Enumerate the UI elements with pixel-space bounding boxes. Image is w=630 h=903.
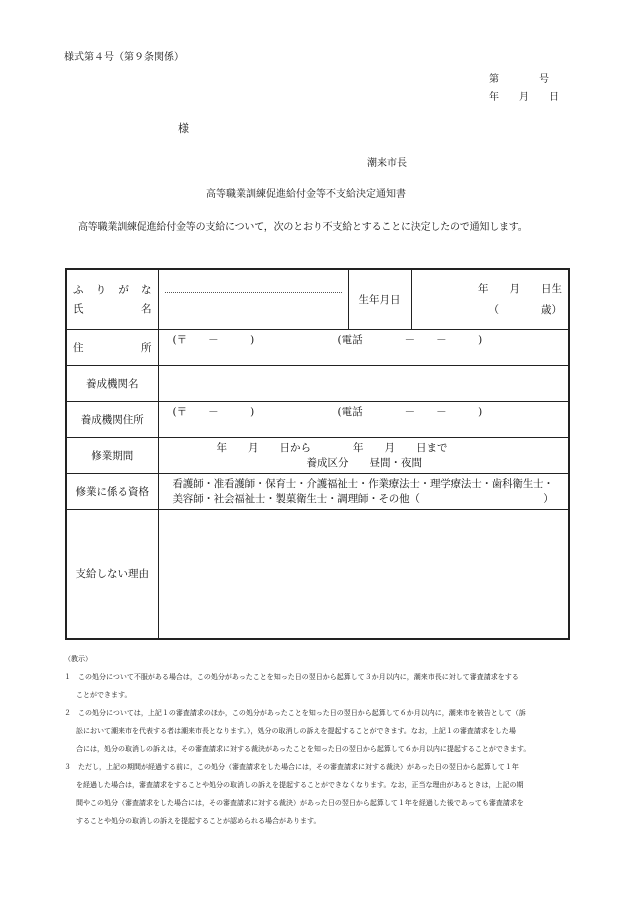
course-type-value: 養成区分 昼間・夜間 (306, 457, 422, 469)
address-phone: (電話 － － ) (337, 333, 483, 346)
document-title: 高等職業訓練促進給付金等不支給決定通知書 (206, 189, 406, 200)
note-line: 合には，処分の取消しの訴えは，その審査請求に対する裁決があったことを知った日の翌日から起算して６か月以内に提起することができます。 (76, 745, 531, 753)
birth-date-cell[interactable] (411, 269, 569, 329)
study-period-label: 修業期間 (66, 437, 158, 473)
issuer: 潮来市長 (367, 158, 407, 169)
note-line: 間やこの処分（審査請求をした場合には，その審査請求に対する裁決）があった日の翌日から起算して１年を経過した後であっても審査請求を (76, 799, 524, 807)
reason-cell[interactable] (158, 509, 569, 639)
note-line: を経過した場合は，審査請求をすることや処分の取消しの訴えを提起することができなくなります。なお，正当な理由があるときは，上記の期 (76, 781, 524, 789)
school-name-label: 養成機関名 (66, 365, 158, 401)
qualification-label: 修業に係る資格 (66, 473, 158, 509)
note-line: することや処分の取消しの訴えを提起することが認められる場合があります。 (76, 817, 321, 825)
note-line: ３ ただし，上記の期間が経過する前に，この処分（審査請求をした場合には，その審査請求に対する裁決）があった日の翌日から起算して１年 (64, 763, 519, 771)
study-period-cell[interactable] (158, 437, 569, 473)
notes-heading: （教示） (64, 655, 92, 663)
birth-date-label: 生年月日 (348, 269, 411, 329)
document-number-line: 第 号 (489, 74, 549, 85)
name-input-cell[interactable] (158, 269, 348, 329)
address-postal: (〒 － ) (172, 333, 255, 346)
note-line: 訟において潮来市を代表する者は潮来市長となります。），処分の取消しの訴えを提起することができます。なお，上記１の審査請求をした場 (76, 727, 516, 735)
qualification-line-1: 看護師・准看護師・保育士・介護福祉士・作業療法士・理学療法士・歯科衛生士・ (172, 478, 554, 490)
note-line: ２ この処分については，上記１の審査請求のほか，この処分があったことを知った日の翌日から起算して６か月以内に，潮来市を被告として（訴 (64, 709, 526, 717)
intro-text: 高等職業訓練促進給付金等の支給について，次のとおり不支給とすることに決定したので通知します。 (78, 222, 528, 233)
qualification-line-2: 美容師・社会福祉士・製菓衛生士・調理師・その他（ ） (172, 493, 554, 505)
school-address-label: 養成機関住所 (66, 401, 158, 437)
addressee: 様 (178, 122, 189, 135)
school-phone: (電話 － － ) (337, 405, 483, 418)
birth-date-value: 年 月 日生 (478, 283, 562, 296)
school-postal: (〒 － ) (172, 405, 255, 418)
address-label-cell: 住 所 (66, 329, 158, 365)
qualification-cell[interactable] (158, 473, 569, 509)
note-line: １ この処分について不服がある場合は，この処分があったことを知った日の翌日から起算して３か月以内に，潮来市長に対して審査請求をする (64, 673, 519, 681)
age-value: （ 歳） (488, 304, 562, 317)
reason-label: 支給しない理由 (66, 509, 158, 639)
school-address-cell[interactable] (158, 401, 569, 437)
form-number: 様式第４号（第９条関係） (64, 52, 184, 63)
address-cell[interactable] (158, 329, 569, 365)
school-name-cell[interactable] (158, 365, 569, 401)
note-line: ことができます。 (76, 691, 132, 699)
notes-block (64, 671, 564, 833)
study-period-value: 年 月 日から 年 月 日まで (216, 442, 448, 454)
application-form-table (65, 268, 570, 640)
document-date-line: 年 月 日 (489, 92, 559, 103)
furigana-name-label-cell: ふ り が な 氏 名 (66, 269, 158, 329)
